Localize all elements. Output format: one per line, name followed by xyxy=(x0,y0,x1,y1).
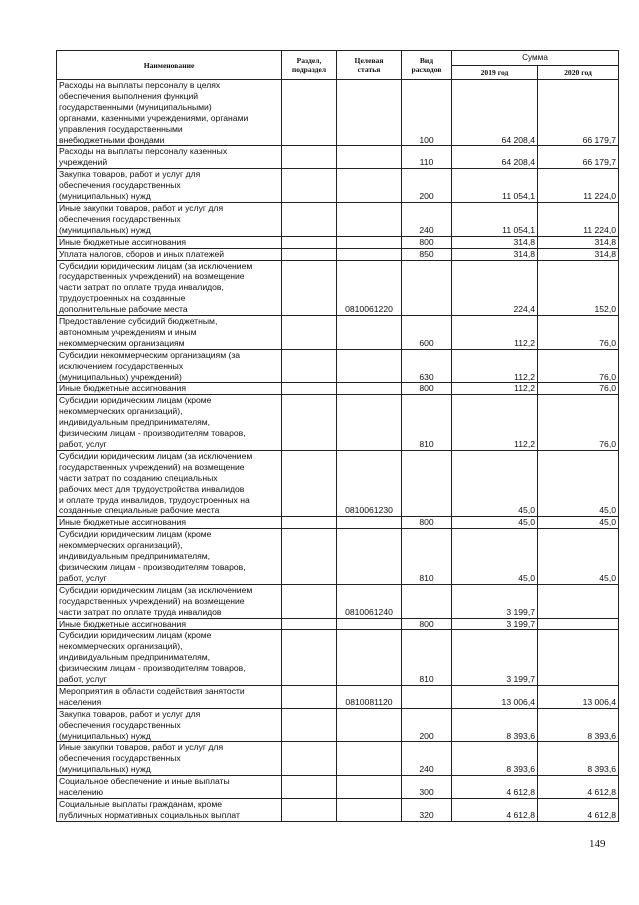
cell-2020: 76,0 xyxy=(538,395,619,451)
table-row xyxy=(57,618,619,630)
cell-section xyxy=(282,529,337,585)
cell-name: Субсидии юридическим лицам (за исключением государственных учреждений) на возмещение части затрат по оплате труда инвалидов, трудоустроенных на созданные дополнительные рабочие места xyxy=(57,260,282,316)
cell-2019: 11 054,1 xyxy=(452,202,538,236)
cell-target: 0810061240 xyxy=(337,584,402,618)
cell-name: Субсидии некоммерческим организациям (за исключением государственных (муниципальных) учреждений) xyxy=(57,349,282,383)
cell-name: Иные закупки товаров, работ и услуг для обеспечения государственных (муниципальных) нужд xyxy=(57,742,282,776)
cell-kind: 800 xyxy=(402,236,452,248)
cell-section xyxy=(282,776,337,799)
cell-section xyxy=(282,349,337,383)
cell-target xyxy=(337,383,402,395)
cell-kind: 200 xyxy=(402,708,452,742)
cell-2019: 13 006,4 xyxy=(452,685,538,708)
cell-target xyxy=(337,517,402,529)
table-row xyxy=(57,248,619,260)
cell-target xyxy=(337,349,402,383)
cell-2019: 8 393,6 xyxy=(452,708,538,742)
cell-2020 xyxy=(538,630,619,686)
cell-name: Субсидии юридическим лицам (кроме некоммерческих организаций), индивидуальным предпринимателям, физическим лицам - производителям товаров, работ, услуг xyxy=(57,529,282,585)
cell-target xyxy=(337,169,402,203)
cell-2019: 314,8 xyxy=(452,236,538,248)
cell-name: Субсидии юридическим лицам (кроме некоммерческих организаций), индивидуальным предпринимателям, физическим лицам - производителям товаров, работ, услуг xyxy=(57,630,282,686)
cell-kind: 200 xyxy=(402,169,452,203)
cell-kind xyxy=(402,450,452,516)
cell-name: Расходы на выплаты персоналу казенных учреждений xyxy=(57,146,282,169)
cell-2019: 8 393,6 xyxy=(452,742,538,776)
cell-target xyxy=(337,708,402,742)
cell-name: Субсидии юридическим лицам (за исключением государственных учреждений) на возмещение части затрат по созданию специальных рабочих мест для трудоустройства инвалидов и оплате труда инвалидов, трудоустроенных на созданные специальные рабочие места xyxy=(57,450,282,516)
cell-kind: 630 xyxy=(402,349,452,383)
cell-2019: 3 199,7 xyxy=(452,584,538,618)
table-row xyxy=(57,776,619,799)
cell-section xyxy=(282,630,337,686)
cell-kind: 800 xyxy=(402,618,452,630)
cell-target xyxy=(337,776,402,799)
cell-target xyxy=(337,742,402,776)
cell-target: 0810081120 xyxy=(337,685,402,708)
cell-target xyxy=(337,80,402,146)
cell-name: Социальные выплаты гражданам, кроме публичных нормативных социальных выплат xyxy=(57,799,282,822)
cell-name: Субсидии юридическим лицам (за исключением государственных учреждений) на возмещение части затрат по оплате труда инвалидов xyxy=(57,584,282,618)
cell-section xyxy=(282,248,337,260)
cell-section xyxy=(282,799,337,822)
cell-2020: 314,8 xyxy=(538,248,619,260)
cell-target xyxy=(337,248,402,260)
cell-kind: 100 xyxy=(402,80,452,146)
cell-2020: 4 612,8 xyxy=(538,799,619,822)
cell-name: Уплата налогов, сборов и иных платежей xyxy=(57,248,282,260)
cell-target xyxy=(337,529,402,585)
cell-target xyxy=(337,146,402,169)
header-target: Целевая статья xyxy=(337,51,402,80)
cell-2019: 314,8 xyxy=(452,248,538,260)
cell-2019: 11 054,1 xyxy=(452,169,538,203)
table-row xyxy=(57,395,619,451)
cell-section xyxy=(282,202,337,236)
cell-kind: 240 xyxy=(402,742,452,776)
cell-2020: 4 612,8 xyxy=(538,776,619,799)
cell-2019: 4 612,8 xyxy=(452,799,538,822)
cell-section xyxy=(282,169,337,203)
table-row xyxy=(57,799,619,822)
budget-table xyxy=(56,50,619,822)
cell-2020: 45,0 xyxy=(538,450,619,516)
cell-2020: 76,0 xyxy=(538,383,619,395)
cell-2019: 3 199,7 xyxy=(452,630,538,686)
cell-kind: 800 xyxy=(402,517,452,529)
cell-section xyxy=(282,146,337,169)
table-row xyxy=(57,742,619,776)
table-row xyxy=(57,260,619,316)
cell-name: Иные бюджетные ассигнования xyxy=(57,383,282,395)
table-row xyxy=(57,584,619,618)
table-row xyxy=(57,202,619,236)
cell-2020: 66 179,7 xyxy=(538,146,619,169)
cell-name: Иные бюджетные ассигнования xyxy=(57,618,282,630)
cell-target xyxy=(337,316,402,350)
table-row xyxy=(57,529,619,585)
cell-name: Закупка товаров, работ и услуг для обеспечения государственных (муниципальных) нужд xyxy=(57,708,282,742)
cell-target xyxy=(337,618,402,630)
cell-section xyxy=(282,685,337,708)
table-row xyxy=(57,80,619,146)
table-row xyxy=(57,316,619,350)
cell-2020: 76,0 xyxy=(538,349,619,383)
cell-section xyxy=(282,450,337,516)
cell-2019: 112,2 xyxy=(452,316,538,350)
cell-name: Субсидии юридическим лицам (кроме некоммерческих организаций), индивидуальным предпринимателям, физическим лицам - производителям товаров, работ, услуг xyxy=(57,395,282,451)
cell-kind: 850 xyxy=(402,248,452,260)
cell-section xyxy=(282,517,337,529)
cell-section xyxy=(282,260,337,316)
cell-target: 0810061220 xyxy=(337,260,402,316)
cell-2020: 8 393,6 xyxy=(538,742,619,776)
cell-2019: 45,0 xyxy=(452,450,538,516)
table-row xyxy=(57,169,619,203)
cell-2020: 152,0 xyxy=(538,260,619,316)
cell-target xyxy=(337,202,402,236)
cell-kind: 810 xyxy=(402,395,452,451)
cell-section xyxy=(282,584,337,618)
table-row xyxy=(57,349,619,383)
cell-name: Иные бюджетные ассигнования xyxy=(57,517,282,529)
cell-section xyxy=(282,618,337,630)
cell-kind xyxy=(402,584,452,618)
table-body xyxy=(57,80,619,822)
header-sum: Сумма xyxy=(452,51,619,66)
cell-2019: 64 208,4 xyxy=(452,146,538,169)
cell-target: 0810061230 xyxy=(337,450,402,516)
cell-target xyxy=(337,630,402,686)
cell-2020: 8 393,6 xyxy=(538,708,619,742)
cell-kind xyxy=(402,260,452,316)
cell-section xyxy=(282,383,337,395)
cell-name: Расходы на выплаты персоналу в целях обеспечения выполнения функций государственными (муниципальными) органами, казенными учреждениями, органами управления государственными внебюджетными фондами xyxy=(57,80,282,146)
cell-target xyxy=(337,236,402,248)
cell-kind: 800 xyxy=(402,383,452,395)
cell-target xyxy=(337,799,402,822)
cell-2019: 224,4 xyxy=(452,260,538,316)
table-row xyxy=(57,685,619,708)
cell-section xyxy=(282,708,337,742)
header-kind: Вид расходов xyxy=(402,51,452,80)
cell-2020 xyxy=(538,584,619,618)
table-row xyxy=(57,708,619,742)
cell-kind: 810 xyxy=(402,529,452,585)
cell-2020: 66 179,7 xyxy=(538,80,619,146)
cell-section xyxy=(282,236,337,248)
cell-2019: 112,2 xyxy=(452,349,538,383)
page-number: 149 xyxy=(589,838,606,850)
cell-kind: 240 xyxy=(402,202,452,236)
table-row xyxy=(57,146,619,169)
cell-2019: 3 199,7 xyxy=(452,618,538,630)
cell-kind: 810 xyxy=(402,630,452,686)
cell-kind: 110 xyxy=(402,146,452,169)
cell-2020: 11 224,0 xyxy=(538,169,619,203)
cell-section xyxy=(282,316,337,350)
header-section: Раздел, подраздел xyxy=(282,51,337,80)
cell-kind: 320 xyxy=(402,799,452,822)
cell-2020: 76,0 xyxy=(538,316,619,350)
cell-name: Иные закупки товаров, работ и услуг для обеспечения государственных (муниципальных) нужд xyxy=(57,202,282,236)
cell-name: Закупка товаров, работ и услуг для обеспечения государственных (муниципальных) нужд xyxy=(57,169,282,203)
cell-2020: 13 006,4 xyxy=(538,685,619,708)
header-2019: 2019 год xyxy=(452,65,538,80)
cell-name: Социальное обеспечение и иные выплаты населению xyxy=(57,776,282,799)
cell-2019: 45,0 xyxy=(452,529,538,585)
cell-2019: 112,2 xyxy=(452,395,538,451)
cell-2020: 45,0 xyxy=(538,517,619,529)
cell-section xyxy=(282,80,337,146)
cell-target xyxy=(337,395,402,451)
cell-2020: 11 224,0 xyxy=(538,202,619,236)
table-row xyxy=(57,630,619,686)
cell-section xyxy=(282,742,337,776)
cell-2019: 45,0 xyxy=(452,517,538,529)
cell-kind: 300 xyxy=(402,776,452,799)
cell-section xyxy=(282,395,337,451)
cell-2020: 314,8 xyxy=(538,236,619,248)
table-row xyxy=(57,383,619,395)
cell-2019: 4 612,8 xyxy=(452,776,538,799)
cell-kind xyxy=(402,685,452,708)
table-row xyxy=(57,236,619,248)
table-row xyxy=(57,517,619,529)
header-name: Наименование xyxy=(57,51,282,80)
cell-name: Мероприятия в области содействия занятости населения xyxy=(57,685,282,708)
cell-2019: 112,2 xyxy=(452,383,538,395)
cell-kind: 600 xyxy=(402,316,452,350)
table-row xyxy=(57,450,619,516)
header-2020: 2020 год xyxy=(538,65,619,80)
cell-name: Предоставление субсидий бюджетным, автономным учреждениям и иным некоммерческим организациям xyxy=(57,316,282,350)
cell-2020 xyxy=(538,618,619,630)
cell-2019: 64 208,4 xyxy=(452,80,538,146)
cell-2020: 45,0 xyxy=(538,529,619,585)
cell-name: Иные бюджетные ассигнования xyxy=(57,236,282,248)
